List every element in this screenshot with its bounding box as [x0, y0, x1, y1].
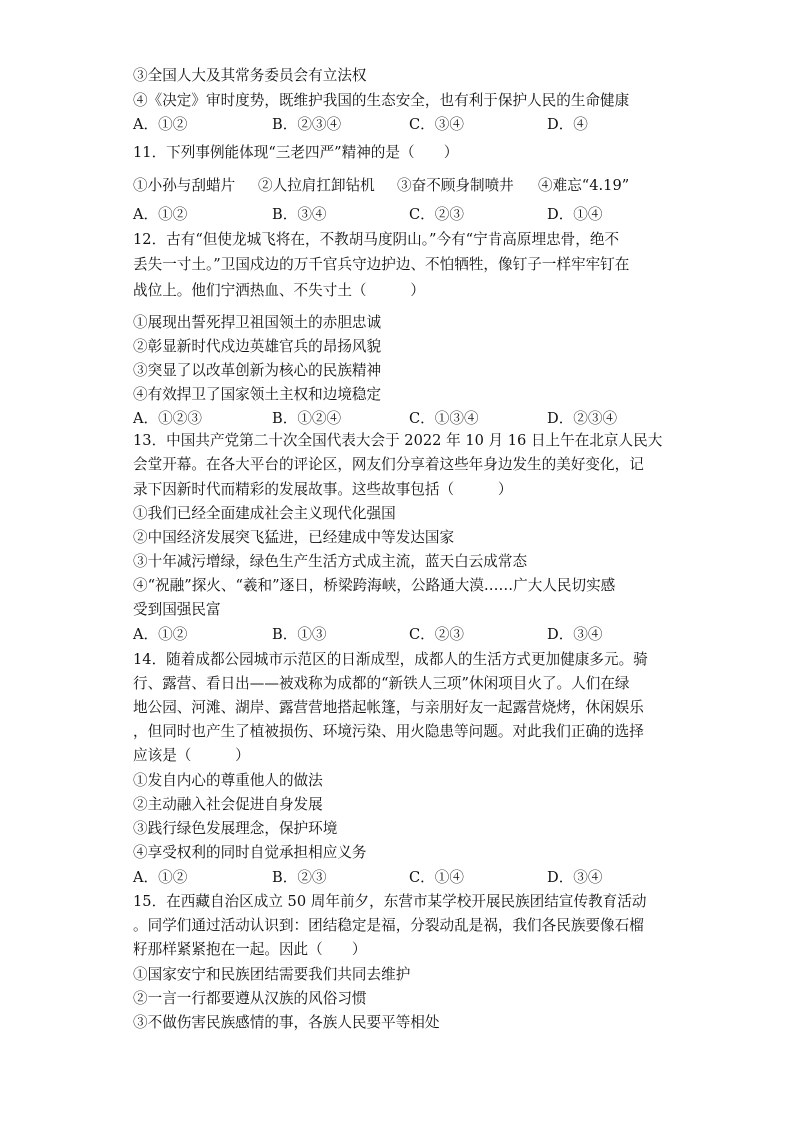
q14-option-d: D．③④ — [547, 869, 603, 886]
q12-option-d: D．②③④ — [547, 410, 618, 427]
q10-statement-4: ④《决定》审时度势，既维护我国的生态安全，也有利于保护人民的生命健康 — [133, 92, 630, 109]
q11-item-3: ③奋不顾身制喷井 — [397, 177, 514, 194]
q14-option-c: C．①④ — [409, 869, 464, 886]
q15-statement-1: ①国家安宁和民族团结需要我们共同去维护 — [133, 966, 411, 983]
q13-option-b: B．①③ — [272, 626, 327, 643]
q13-stem-line-3: 录下因新时代而精彩的发展故事。这些故事包括（ ） — [133, 481, 513, 498]
q14-stem-line-5: 应该是（ ） — [133, 747, 250, 764]
q12-option-a: A．①②③ — [133, 410, 202, 427]
q13-stem-line-1: 13．中国共产党第二十次全国代表大会于 2022 年 10 月 16 日上午在北京人民大 — [133, 432, 663, 449]
q14-option-b: B．②③ — [272, 869, 327, 886]
q12-statement-2: ②彰显新时代戍边英雄官兵的昂扬风貌 — [133, 338, 382, 355]
q14-statement-3: ③践行绿色发展理念，保护环境 — [133, 820, 338, 837]
q13-statement-2: ②中国经济发展突飞猛进，已经建成中等发达国家 — [133, 529, 455, 546]
q15-stem-line-3: 籽那样紧紧抱在一起。因此（ ） — [133, 941, 367, 958]
q10-option-d: D．④ — [547, 116, 588, 133]
q11-item-2: ②人拉肩扛卸钻机 — [258, 177, 375, 194]
q14-stem-line-3: 地公园、河滩、湖岸、露营营地搭起帐篷，与亲朋好友一起露营烧烤，休闲娱乐 — [133, 699, 644, 716]
q12-statement-1: ①展现出誓死捍卫祖国领土的赤胆忠诚 — [133, 314, 382, 331]
q11-item-1: ①小孙与刮蜡片 — [133, 177, 236, 194]
q12-statement-3: ③突显了以改革创新为核心的民族精神 — [133, 362, 382, 379]
q13-statement-3: ③十年减污增绿，绿色生产生活方式成主流，蓝天白云成常态 — [133, 553, 528, 570]
q13-options — [133, 625, 673, 645]
q13-option-d: D．③④ — [547, 626, 603, 643]
q11-options — [133, 205, 673, 225]
q11-option-c: C．②③ — [409, 206, 464, 223]
q11-option-b: B．③④ — [272, 206, 327, 223]
q12-options — [133, 409, 673, 429]
q10-statement-3: ③全国人大及其常务委员会有立法权 — [133, 67, 367, 84]
q13-statement-4-line-1: ④“祝融”探火、“羲和”逐日，桥梁跨海峡，公路通大漠……广大人民切实感 — [133, 577, 616, 594]
q15-stem-line-2: 。同学们通过活动认识到：团结稳定是福，分裂动乱是祸，我们各民族要像石榴 — [133, 917, 644, 934]
q10-option-a: A．①② — [133, 116, 188, 133]
q11-items — [133, 176, 673, 196]
q14-stem-line-2: 行、露营、看日出——被戏称为成都的“新铁人三项”休闲项目火了。人们在绿 — [133, 675, 630, 692]
q12-stem-line-2: 丢失一寸土。”卫国戍边的万千官兵守边护边、不怕牺牲，像钉子一样牢牢钉在 — [133, 256, 630, 273]
q13-statement-4-line-2: 受到国强民富 — [133, 601, 221, 618]
q14-statement-4: ④享受权利的同时自觉承担相应义务 — [133, 844, 367, 861]
q13-statement-1: ①我们已经全面建成社会主义现代化强国 — [133, 505, 396, 522]
q12-stem-line-3: 战位上。他们宁洒热血、不失寸土（ ） — [133, 282, 425, 299]
q15-stem-line-1: 15．在西藏自治区成立 50 周年前夕，东营市某学校开展民族团结宣传教育活动 — [133, 893, 647, 910]
q14-option-a: A．①② — [133, 869, 188, 886]
q10-option-b: B．②③④ — [272, 116, 342, 133]
q15-statement-3: ③不做伤害民族感情的事，各族人民要平等相处 — [133, 1014, 440, 1031]
q14-stem-line-1: 14．随着成都公园城市示范区的日渐成型，成都人的生活方式更加健康多元。骑 — [133, 651, 648, 668]
q14-statement-1: ①发自内心的尊重他人的做法 — [133, 772, 323, 789]
q14-statement-2: ②主动融入社会促进自身发展 — [133, 796, 323, 813]
q12-option-b: B．①②④ — [272, 410, 342, 427]
q10-options — [133, 115, 673, 135]
q13-option-c: C．②③ — [409, 626, 464, 643]
q10-option-c: C．③④ — [409, 116, 464, 133]
q11-stem: 11．下列事例能体现“三老四严”精神的是（ ） — [133, 144, 459, 161]
q13-stem-line-2: 会堂开幕。在各大平台的评论区，网友们分享着这些年身边发生的美好变化，记 — [133, 456, 644, 473]
q12-stem-line-1: 12．古有“但使龙城飞将在，不教胡马度阴山。”今有“宁肯高原埋忠骨，绝不 — [133, 231, 620, 248]
q11-item-4: ④难忘“4.19” — [538, 177, 630, 194]
q12-option-c: C．①③④ — [409, 410, 479, 427]
q14-stem-line-4: ，但同时也产生了植被损伤、环境污染、用火隐患等问题。对此我们正确的选择 — [133, 723, 644, 740]
q13-option-a: A．①② — [133, 626, 188, 643]
q12-statement-4: ④有效捍卫了国家领土主权和边境稳定 — [133, 386, 382, 403]
q11-option-d: D．①④ — [547, 206, 603, 223]
q15-statement-2: ②一言一行都要遵从汉族的风俗习惯 — [133, 990, 367, 1007]
q14-options — [133, 868, 673, 888]
q11-option-a: A．①② — [133, 206, 188, 223]
